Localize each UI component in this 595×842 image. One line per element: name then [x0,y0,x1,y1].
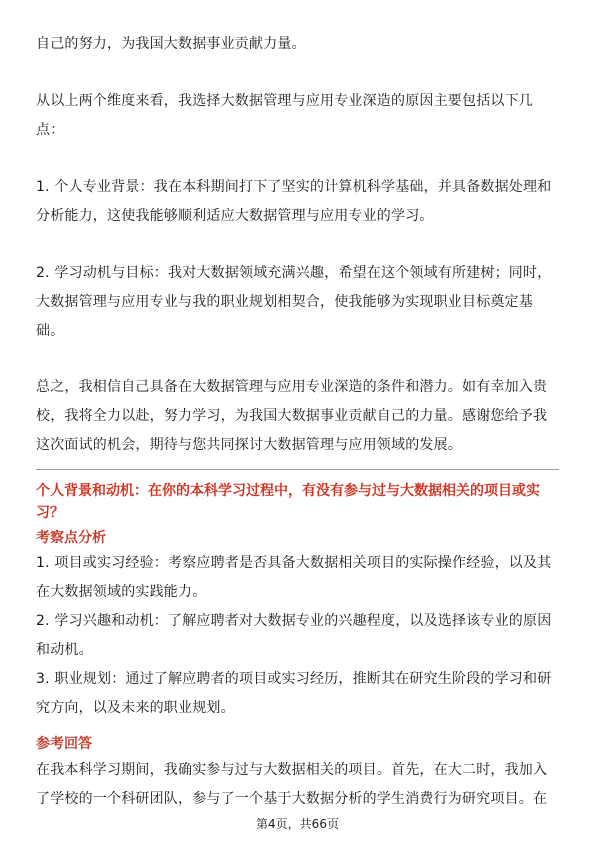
analysis-title: 考察点分析 [36,530,106,546]
analysis-list [36,549,562,723]
paragraph-continuation [36,30,562,59]
answer-paragraph [36,756,562,814]
list-item: 1. 项目或实习经验：考察应聘者是否具备大数据相关项目的实际操作经验，以及其 [36,555,552,571]
text-line: 础。 [36,323,65,339]
text-line: 1. 个人专业背景：我在本科期间打下了坚实的计算机科学基础，并具备数据处理和 [36,179,552,195]
text-line: 大数据管理与应用专业与我的职业规划相契合，使我能够为实现职业目标奠定基 [36,294,533,310]
text-line: 总之，我相信自己具备在大数据管理与应用专业深造的条件和潜力。如有幸加入贵 [36,379,548,395]
page-footer: 第4页，共66页 [256,817,339,831]
text-line: 自己的努力，为我国大数据事业贡献力量。 [36,36,306,52]
question-line: 习？ [36,505,64,521]
list-item: 2. 学习兴趣和动机：了解应聘者对大数据专业的兴趣程度，以及选择该专业的原因 [36,613,552,629]
list-item: 究方向，以及未来的职业规划。 [36,700,235,716]
text-line: 2. 学习动机与目标：我对大数据领域充满兴趣，希望在这个领域有所建树；同时， [36,265,552,281]
paragraph-conclusion [36,373,562,460]
section-divider [36,469,559,470]
interview-question [36,480,562,524]
list-item: 3. 职业规划：通过了解应聘者的项目或实习经历，推断其在研究生阶段的学习和研 [36,671,552,687]
text-line: 点： [36,122,65,138]
list-item: 和动机。 [36,642,93,658]
paragraph-reason-1 [36,173,562,231]
text-line: 从以上两个维度来看，我选择大数据管理与应用专业深造的原因主要包括以下几 [36,93,533,109]
text-line: 分析能力，这使我能够顺利适应大数据管理与应用专业的学习。 [36,208,434,224]
text-line: 了学校的一个科研团队，参与了一个基于大数据分析的学生消费行为研究项目。在 [36,791,548,807]
paragraph-intro [36,87,562,145]
text-line: 校，我将全力以赴，努力学习，为我国大数据事业贡献自己的力量。感谢您给予我 [36,408,548,424]
text-line: 这次面试的机会，期待与您共同探讨大数据管理与应用领域的发展。 [36,437,462,453]
question-line: 个人背景和动机：在你的本科学习过程中，有没有参与过与大数据相关的项目或实 [36,483,540,499]
text-line: 在我本科学习期间，我确实参与过与大数据相关的项目。首先，在大二时，我加入 [36,762,548,778]
answer-title: 参考回答 [36,736,92,752]
list-item: 在大数据领域的实践能力。 [36,584,207,600]
paragraph-reason-2 [36,259,562,346]
